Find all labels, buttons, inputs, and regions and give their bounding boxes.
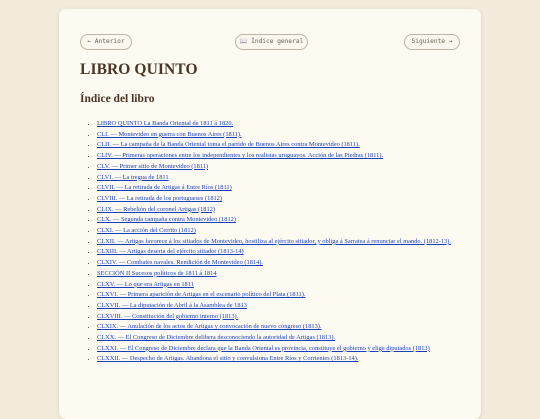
list-item	[97, 119, 465, 130]
toc-link[interactable]: CLXIX. — Anulación de los actos de Artigas y convocación de nuevo congreso (1813).	[97, 323, 322, 331]
list-item	[97, 130, 465, 141]
toc-link[interactable]: CLVIII. — La retirada de los portugueses (1812)	[97, 194, 223, 202]
list-item	[97, 354, 465, 365]
next-button[interactable]: Siguiente →	[404, 34, 460, 50]
list-item	[97, 290, 465, 301]
toc-link[interactable]: CLII. — La campaña de la Banda Oriental toma el partido de Buenos Aires contra Montevideo (1811).	[97, 141, 360, 149]
previous-button[interactable]: ← Anterior	[80, 34, 132, 50]
toc-link[interactable]: CLIV. — Primeras operaciones entre los independientes y los realistas uruguayos. Acción de las Piedras (1811).	[97, 152, 384, 160]
toc-link[interactable]: CLXXII. — Despecho de Artigas. Abandona el sitio y convulsiona Entre Ríos y Corrientes (1813-14).	[97, 355, 359, 363]
list-item	[97, 226, 465, 237]
list-item	[97, 312, 465, 323]
list-item	[97, 258, 465, 269]
list-item	[97, 269, 465, 280]
list-item	[97, 162, 465, 173]
toc-link[interactable]: CLVI. — La tregua de 1811	[97, 173, 169, 181]
toc-link[interactable]: CLXIII. — Artigas deserta del ejército sitiador (1813-14)	[97, 248, 244, 256]
toc-link[interactable]: CLVII. — La retirada de Artigas á Entre Ríos (1811)	[97, 184, 232, 192]
toc-link[interactable]: CLXIV. — Combates navales. Rendición de Montevideo (1814).	[97, 259, 264, 267]
toc-link[interactable]: CLXVII. — La diputación de Abril á la Asamblea de 1813	[97, 301, 247, 309]
list-item	[97, 140, 465, 151]
toc-link[interactable]: CLI. — Montevideo en guerra con Buenos Aires (1811).	[97, 130, 242, 138]
index-title: Índice del libro	[80, 93, 155, 105]
chapter-navigation	[80, 34, 460, 50]
toc-link[interactable]: CLXV. — Lo que era Artigas en 1811	[97, 280, 194, 288]
list-item	[97, 344, 465, 355]
list-item	[97, 173, 465, 184]
list-item	[97, 194, 465, 205]
toc-link[interactable]: CLXX. — El Congreso de Diciembre delibera desconociendo la autoridad de Artigas (1813).	[97, 334, 336, 342]
list-item	[97, 301, 465, 312]
page-card	[59, 9, 481, 419]
toc-link[interactable]: CLXXI. — El Congreso de Diciembre declara que la Banda Oriental es provincia, constituye el gobierno y elige diputados (1813)	[97, 344, 430, 352]
list-item	[97, 151, 465, 162]
toc-link[interactable]: CLXI. — La acción del Cerrito (1812)	[97, 227, 196, 235]
toc-link[interactable]: SECCIÓN II Sucesos políticos de 1811 á 1814	[97, 269, 217, 277]
list-item	[97, 215, 465, 226]
table-of-contents	[87, 119, 465, 365]
list-item	[97, 280, 465, 291]
book-title: LIBRO QUINTO	[80, 61, 198, 78]
list-item	[97, 237, 465, 248]
toc-link[interactable]: CLXVIII. — Constitución del gobierno interno (1813).	[97, 312, 239, 320]
toc-link[interactable]: CLXVI. — Primera aparición de Artigas en el escenario político del Plata (1811).	[97, 291, 306, 299]
list-item	[97, 205, 465, 216]
toc-link[interactable]: CLV. — Primer sitio de Montevideo (1811)	[97, 162, 209, 170]
toc-link[interactable]: CLX. — Segunda campaña contra Montevideo (1812)	[97, 216, 236, 224]
toc-link[interactable]: LIBRO QUINTO La Banda Oriental de 1811 á 1820.	[97, 120, 234, 127]
list-item	[97, 333, 465, 344]
toc-link[interactable]: CLIX. — Rebelión del coronel Artigas (1812)	[97, 205, 216, 213]
toc-link[interactable]: CLXII. — Artigas favorece á los sitiados de Montevideo, hostiliza al ejército sitiador, y obliga á Sarratea á renunciar el mando. (1812-13).	[97, 237, 451, 245]
list-item	[97, 247, 465, 258]
list-item	[97, 322, 465, 333]
list-item	[97, 183, 465, 194]
general-index-button[interactable]: 📖 Índice general	[235, 34, 308, 50]
